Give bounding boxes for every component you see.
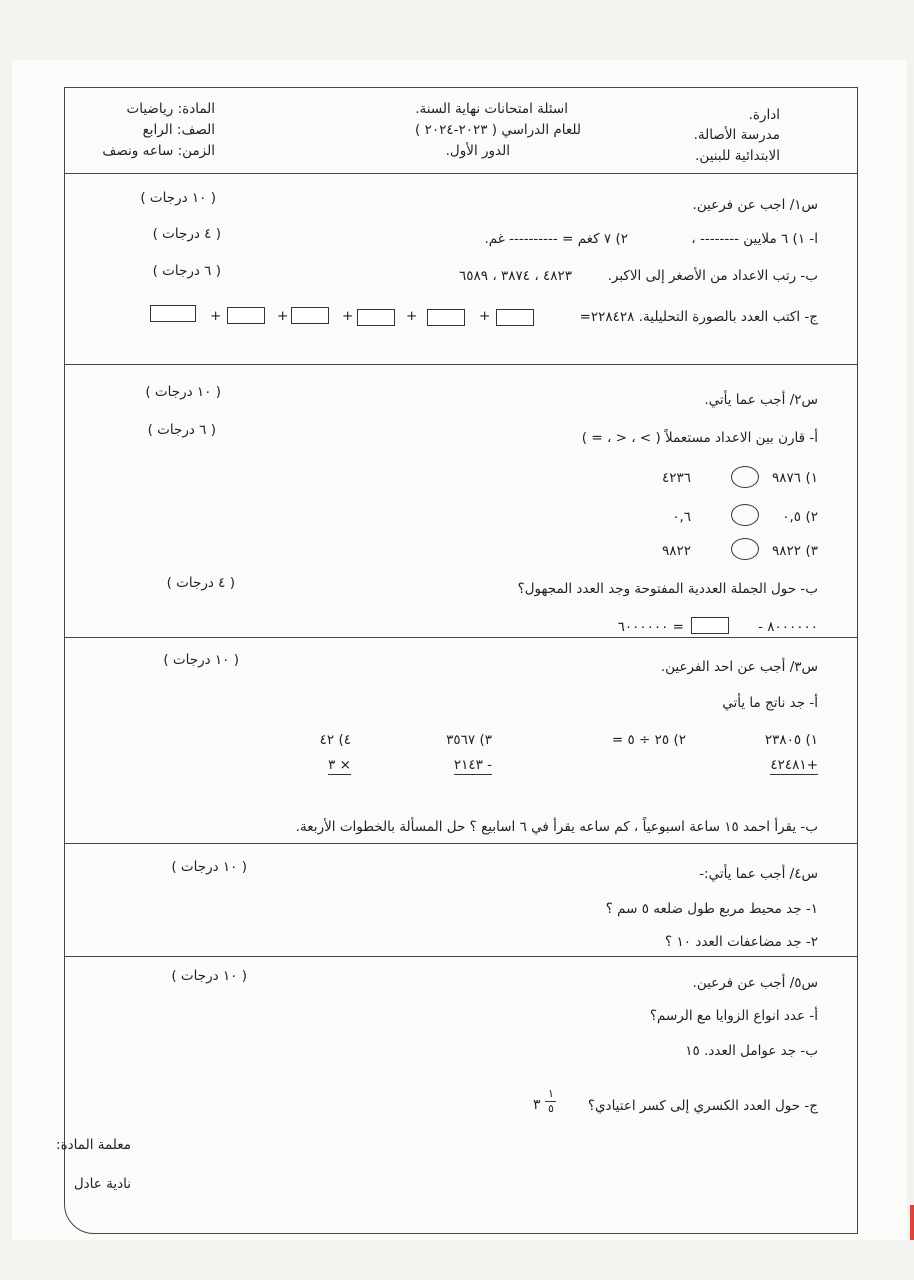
q2-b-eq-left: ٨٠٠٠٠٠٠ - — [758, 619, 818, 635]
header-center-line-2: للعام الدراسي ( ٢٠٢٣-٢٠٢٤ ) — [415, 122, 581, 138]
plus-sign: + — [342, 308, 354, 324]
comparison-num: ٣) — [805, 543, 818, 559]
q1-c-text: ج- اكتب العدد بالصورة التحليلية. ٢٢٨٤٢٨= — [579, 309, 818, 325]
header-right-line-3: الابتدائية للبنين. — [695, 148, 780, 164]
problem-3-bottom — [454, 757, 492, 773]
comparison-right: ٩٨٢٢ — [661, 543, 691, 559]
comparison-num: ٢) — [805, 509, 818, 525]
q4-item-1: ١- جد محيط مربع طول ضلعه ٥ سم ؟ — [605, 901, 818, 917]
teacher-label: معلمة المادة: — [56, 1137, 131, 1153]
problem-1-bottom — [770, 757, 818, 773]
comparison-right: ٠,٦ — [672, 509, 691, 525]
fraction-numerator: ١ — [548, 1087, 554, 1100]
problem-4-top: ٤) ٤٢ — [319, 732, 351, 748]
plus-sign: + — [406, 308, 418, 324]
q2-b-text: ب- حول الجملة العددية المفتوحة وجد العدد المجهول؟ — [517, 581, 818, 597]
q3-title: س٣/ أجب عن احد الفرعين. — [660, 659, 818, 675]
answer-box[interactable] — [291, 307, 329, 324]
answer-box[interactable] — [227, 307, 265, 324]
problem-2: ٢) ٢٥ ÷ ٥ = — [611, 732, 686, 748]
plus-sign: + — [479, 308, 491, 324]
q1-a-marks: ( ٤ درجات ) — [152, 226, 221, 242]
q5-marks: ( ١٠ درجات ) — [171, 968, 247, 984]
comparison-left: ٩٨٢٢ — [771, 543, 801, 559]
edge-mark — [910, 1205, 914, 1240]
teacher-name: نادية عادل — [73, 1176, 131, 1192]
q5-b-text: ب- جد عوامل العدد. ١٥ — [685, 1043, 818, 1059]
q2-marks: ( ١٠ درجات ) — [145, 384, 221, 400]
q2-b-marks: ( ٤ درجات ) — [166, 575, 235, 591]
q2-b-eq-right: = ٦٠٠٠٠٠٠ — [617, 619, 684, 635]
divider — [64, 364, 858, 365]
comparison-circle[interactable] — [731, 504, 759, 526]
answer-box[interactable] — [427, 309, 465, 326]
q5-title: س٥/ أجب عن فرعين. — [692, 975, 818, 991]
plus-sign: + — [210, 308, 222, 324]
q3-b-text: ب- يقرأ احمد ١٥ ساعة اسبوعياً ، كم ساعه يقرأ في ٦ اسابيع ؟ حل المسألة بالخطوات الأربعة. — [295, 819, 818, 835]
fraction-denominator: ٥ — [548, 1102, 554, 1115]
answer-box[interactable] — [496, 309, 534, 326]
q1-marks: ( ١٠ درجات ) — [140, 190, 216, 206]
q4-title: س٤/ أجب عما يأتي:- — [699, 866, 818, 882]
q4-item-2: ٢- جد مضاعفات العدد ١٠ ؟ — [665, 934, 818, 950]
q1-b-text: ب- رتب الاعداد من الأصغر إلى الاكبر. — [607, 268, 818, 284]
q5-c-text: ج- حول العدد الكسري إلى كسر اعتيادي؟ — [587, 1098, 818, 1114]
q3-marks: ( ١٠ درجات ) — [163, 652, 239, 668]
q5-a-text: أ- عدد انواع الزوايا مع الرسم؟ — [649, 1008, 818, 1024]
divider — [64, 843, 858, 844]
answer-box[interactable] — [150, 305, 196, 322]
plus-sign: + — [277, 308, 289, 324]
q3-a-text: أ- جد ناتج ما يأتي — [722, 695, 818, 711]
comparison-left: ٩٨٧٦ — [771, 470, 801, 486]
header-center-line-1: اسئلة امتحانات نهاية السنة. — [415, 101, 568, 117]
comparison-num: ١) — [805, 470, 818, 486]
answer-box[interactable] — [357, 309, 395, 326]
q4-marks: ( ١٠ درجات ) — [171, 859, 247, 875]
header-left-line-2: الصف: الرابع — [142, 122, 215, 138]
q2-title: س٢/ أجب عما يأتي. — [704, 392, 818, 408]
header-center-line-3: الدور الأول. — [445, 143, 510, 159]
problem-4-bottom-value: × ٣ — [328, 757, 351, 773]
problem-4-bottom — [328, 757, 351, 773]
problem-1-top: ١) ٢٣٨٠٥ — [764, 732, 818, 748]
problem-3-bottom-value: - ٢١٤٣ — [453, 757, 492, 773]
q1-a-text-2: ٢) ٧ كغم = ---------- غم. — [484, 231, 628, 247]
header-right-line-2: مدرسة الأصالة. — [693, 127, 780, 143]
mixed-number-whole: ٣ — [533, 1097, 541, 1113]
q1-a-text: ا- ١) ٦ ملايين -------- ، — [691, 231, 818, 247]
comparison-left: ٠,٥ — [782, 509, 801, 525]
q1-b-numbers: ٤٨٢٣ ، ٣٨٧٤ ، ٦٥٨٩ — [459, 268, 572, 284]
q2-a-marks: ( ٦ درجات ) — [147, 422, 216, 438]
header-left-line-3: الزمن: ساعه ونصف — [102, 143, 215, 159]
problem-1-bottom-value: +٤٢٤٨١ — [770, 757, 818, 773]
q1-title: س١/ اجب عن فرعين. — [692, 197, 818, 213]
q2-a-text: أ- قارن بين الاعداد مستعملاً ( > ، < ، = ) — [581, 430, 818, 446]
comparison-right: ٤٢٣٦ — [661, 470, 691, 486]
divider — [64, 637, 858, 638]
problem-3-top: ٣) ٣٥٦٧ — [446, 732, 492, 748]
divider — [64, 173, 858, 174]
header-left-line-1: المادة: رياضيات — [126, 101, 215, 117]
answer-box[interactable] — [691, 617, 729, 634]
q1-b-marks: ( ٦ درجات ) — [152, 263, 221, 279]
comparison-circle[interactable] — [731, 466, 759, 488]
divider — [64, 956, 858, 957]
comparison-circle[interactable] — [731, 538, 759, 560]
header-right-line-1: ادارة. — [748, 107, 780, 123]
